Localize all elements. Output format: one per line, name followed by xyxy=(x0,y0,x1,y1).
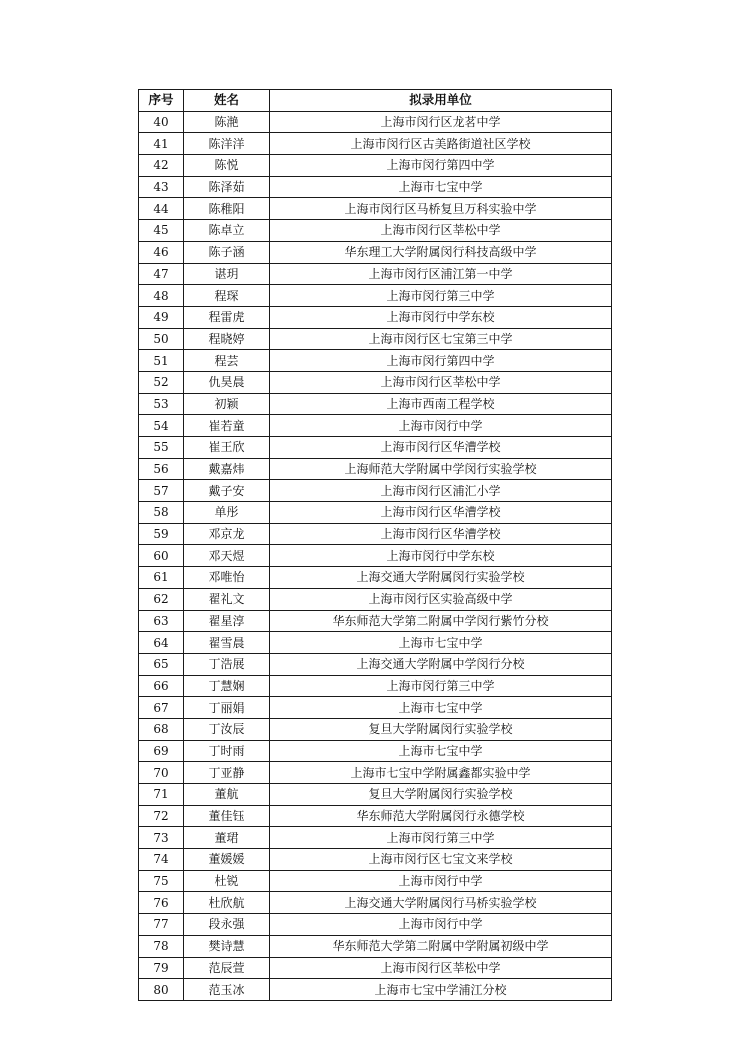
cell-serial-number: 52 xyxy=(139,371,184,393)
cell-employer-unit: 上海市闵行区实验高级中学 xyxy=(270,588,612,610)
cell-serial-number: 56 xyxy=(139,458,184,480)
table-row xyxy=(139,437,612,459)
table-row xyxy=(139,220,612,242)
cell-name: 杜锐 xyxy=(184,870,270,892)
table-row xyxy=(139,675,612,697)
table-row xyxy=(139,784,612,806)
table-row xyxy=(139,393,612,415)
cell-employer-unit: 上海交通大学附属闵行实验学校 xyxy=(270,567,612,589)
table-row xyxy=(139,480,612,502)
cell-name: 戴子安 xyxy=(184,480,270,502)
cell-name: 翟雪晨 xyxy=(184,632,270,654)
cell-name: 翟礼文 xyxy=(184,588,270,610)
cell-employer-unit: 上海交通大学附属中学闵行分校 xyxy=(270,653,612,675)
cell-employer-unit: 上海市七宝中学附属鑫都实验中学 xyxy=(270,762,612,784)
cell-employer-unit: 上海市闵行中学东校 xyxy=(270,545,612,567)
cell-serial-number: 51 xyxy=(139,350,184,372)
cell-employer-unit: 上海市闵行区莘松中学 xyxy=(270,220,612,242)
cell-serial-number: 50 xyxy=(139,328,184,350)
cell-employer-unit: 上海交通大学附属闵行马桥实验学校 xyxy=(270,892,612,914)
cell-serial-number: 42 xyxy=(139,155,184,177)
cell-employer-unit: 华东师范大学附属闵行永德学校 xyxy=(270,805,612,827)
cell-name: 陈泽茹 xyxy=(184,176,270,198)
cell-employer-unit: 上海市闵行区古美路街道社区学校 xyxy=(270,133,612,155)
table-row xyxy=(139,523,612,545)
cell-employer-unit: 上海市闵行区华漕学校 xyxy=(270,437,612,459)
cell-name: 邓天煜 xyxy=(184,545,270,567)
table-row xyxy=(139,241,612,263)
table-row xyxy=(139,827,612,849)
table-row xyxy=(139,133,612,155)
cell-serial-number: 49 xyxy=(139,306,184,328)
cell-name: 丁亚静 xyxy=(184,762,270,784)
cell-serial-number: 54 xyxy=(139,415,184,437)
cell-employer-unit: 华东理工大学附属闵行科技高级中学 xyxy=(270,241,612,263)
table-row xyxy=(139,718,612,740)
cell-name: 谌玥 xyxy=(184,263,270,285)
cell-employer-unit: 复旦大学附属闵行实验学校 xyxy=(270,718,612,740)
table-row xyxy=(139,653,612,675)
cell-employer-unit: 上海市七宝中学 xyxy=(270,740,612,762)
table-row xyxy=(139,588,612,610)
cell-employer-unit: 上海市闵行区莘松中学 xyxy=(270,371,612,393)
table-row xyxy=(139,870,612,892)
cell-name: 董航 xyxy=(184,784,270,806)
cell-employer-unit: 上海市闵行区七宝第三中学 xyxy=(270,328,612,350)
cell-serial-number: 45 xyxy=(139,220,184,242)
cell-employer-unit: 华东师范大学第二附属中学闵行紫竹分校 xyxy=(270,610,612,632)
cell-serial-number: 57 xyxy=(139,480,184,502)
table-row xyxy=(139,198,612,220)
table-row xyxy=(139,805,612,827)
cell-serial-number: 44 xyxy=(139,198,184,220)
table-row xyxy=(139,306,612,328)
cell-employer-unit: 上海市闵行第四中学 xyxy=(270,155,612,177)
roster-sheet xyxy=(138,89,611,1001)
table-row xyxy=(139,892,612,914)
cell-employer-unit: 上海市闵行第三中学 xyxy=(270,285,612,307)
cell-name: 丁慧娴 xyxy=(184,675,270,697)
cell-employer-unit: 上海市闵行区浦江第一中学 xyxy=(270,263,612,285)
cell-name: 程雷虎 xyxy=(184,306,270,328)
cell-serial-number: 73 xyxy=(139,827,184,849)
table-row xyxy=(139,350,612,372)
cell-name: 范玉冰 xyxy=(184,979,270,1001)
table-row xyxy=(139,567,612,589)
cell-serial-number: 80 xyxy=(139,979,184,1001)
cell-employer-unit: 上海市闵行区龙茗中学 xyxy=(270,111,612,133)
cell-serial-number: 79 xyxy=(139,957,184,979)
table-header xyxy=(139,90,612,112)
cell-name: 董珺 xyxy=(184,827,270,849)
cell-employer-unit: 上海市闵行区莘松中学 xyxy=(270,957,612,979)
cell-employer-unit: 华东师范大学第二附属中学附属初级中学 xyxy=(270,935,612,957)
table-row xyxy=(139,502,612,524)
cell-serial-number: 70 xyxy=(139,762,184,784)
table-row xyxy=(139,176,612,198)
cell-employer-unit: 上海市闵行区七宝文来学校 xyxy=(270,849,612,871)
cell-serial-number: 53 xyxy=(139,393,184,415)
cell-serial-number: 69 xyxy=(139,740,184,762)
table-row xyxy=(139,545,612,567)
cell-name: 董佳钰 xyxy=(184,805,270,827)
cell-name: 翟星淳 xyxy=(184,610,270,632)
hiring-roster-table xyxy=(138,89,612,1001)
cell-serial-number: 64 xyxy=(139,632,184,654)
cell-name: 初颖 xyxy=(184,393,270,415)
header-name: 姓名 xyxy=(184,90,270,112)
cell-employer-unit: 上海市闵行第四中学 xyxy=(270,350,612,372)
table-row xyxy=(139,849,612,871)
cell-employer-unit: 上海市闵行中学 xyxy=(270,914,612,936)
cell-name: 崔王欣 xyxy=(184,437,270,459)
table-row xyxy=(139,762,612,784)
cell-name: 陈卓立 xyxy=(184,220,270,242)
cell-serial-number: 43 xyxy=(139,176,184,198)
cell-name: 陈滟 xyxy=(184,111,270,133)
cell-name: 杜欣航 xyxy=(184,892,270,914)
cell-name: 崔若童 xyxy=(184,415,270,437)
cell-serial-number: 41 xyxy=(139,133,184,155)
cell-employer-unit: 上海市西南工程学校 xyxy=(270,393,612,415)
cell-serial-number: 47 xyxy=(139,263,184,285)
table-row xyxy=(139,263,612,285)
cell-employer-unit: 上海市七宝中学 xyxy=(270,632,612,654)
cell-employer-unit: 上海市闵行区华漕学校 xyxy=(270,502,612,524)
cell-employer-unit: 复旦大学附属闵行实验学校 xyxy=(270,784,612,806)
cell-employer-unit: 上海市闵行中学东校 xyxy=(270,306,612,328)
cell-name: 单彤 xyxy=(184,502,270,524)
header-employer-unit: 拟录用单位 xyxy=(270,90,612,112)
cell-serial-number: 71 xyxy=(139,784,184,806)
cell-serial-number: 66 xyxy=(139,675,184,697)
cell-serial-number: 76 xyxy=(139,892,184,914)
cell-name: 丁时雨 xyxy=(184,740,270,762)
cell-name: 程芸 xyxy=(184,350,270,372)
cell-serial-number: 68 xyxy=(139,718,184,740)
table-row xyxy=(139,155,612,177)
cell-name: 程晓婷 xyxy=(184,328,270,350)
cell-serial-number: 62 xyxy=(139,588,184,610)
cell-serial-number: 72 xyxy=(139,805,184,827)
table-row xyxy=(139,610,612,632)
cell-employer-unit: 上海市闵行中学 xyxy=(270,415,612,437)
cell-employer-unit: 上海师范大学附属中学闵行实验学校 xyxy=(270,458,612,480)
table-row xyxy=(139,458,612,480)
cell-name: 程琛 xyxy=(184,285,270,307)
cell-name: 仇昊晨 xyxy=(184,371,270,393)
cell-serial-number: 46 xyxy=(139,241,184,263)
cell-name: 陈稚阳 xyxy=(184,198,270,220)
cell-name: 丁浩展 xyxy=(184,653,270,675)
cell-employer-unit: 上海市七宝中学 xyxy=(270,176,612,198)
table-row xyxy=(139,935,612,957)
table-row xyxy=(139,979,612,1001)
table-row xyxy=(139,740,612,762)
table-row xyxy=(139,415,612,437)
cell-serial-number: 40 xyxy=(139,111,184,133)
cell-name: 段永强 xyxy=(184,914,270,936)
cell-name: 陈洋洋 xyxy=(184,133,270,155)
cell-name: 丁汝辰 xyxy=(184,718,270,740)
cell-serial-number: 48 xyxy=(139,285,184,307)
cell-employer-unit: 上海市闵行第三中学 xyxy=(270,675,612,697)
table-row xyxy=(139,111,612,133)
cell-name: 丁丽娟 xyxy=(184,697,270,719)
cell-name: 邓唯怡 xyxy=(184,567,270,589)
cell-employer-unit: 上海市闵行区华漕学校 xyxy=(270,523,612,545)
cell-name: 陈子涵 xyxy=(184,241,270,263)
cell-name: 戴嘉炜 xyxy=(184,458,270,480)
cell-serial-number: 55 xyxy=(139,437,184,459)
table-row xyxy=(139,914,612,936)
cell-employer-unit: 上海市闵行区浦汇小学 xyxy=(270,480,612,502)
cell-serial-number: 60 xyxy=(139,545,184,567)
cell-name: 陈悦 xyxy=(184,155,270,177)
table-row xyxy=(139,957,612,979)
header-serial-number: 序号 xyxy=(139,90,184,112)
cell-employer-unit: 上海市七宝中学浦江分校 xyxy=(270,979,612,1001)
table-row xyxy=(139,285,612,307)
cell-name: 范辰萱 xyxy=(184,957,270,979)
cell-serial-number: 59 xyxy=(139,523,184,545)
cell-serial-number: 58 xyxy=(139,502,184,524)
header-row xyxy=(139,90,612,112)
table-row xyxy=(139,632,612,654)
cell-serial-number: 63 xyxy=(139,610,184,632)
table-row xyxy=(139,328,612,350)
cell-employer-unit: 上海市闵行中学 xyxy=(270,870,612,892)
cell-serial-number: 67 xyxy=(139,697,184,719)
cell-serial-number: 61 xyxy=(139,567,184,589)
table-body xyxy=(139,111,612,1000)
table-row xyxy=(139,697,612,719)
cell-name: 董媛媛 xyxy=(184,849,270,871)
cell-employer-unit: 上海市闵行第三中学 xyxy=(270,827,612,849)
cell-employer-unit: 上海市七宝中学 xyxy=(270,697,612,719)
cell-serial-number: 75 xyxy=(139,870,184,892)
cell-serial-number: 65 xyxy=(139,653,184,675)
cell-serial-number: 77 xyxy=(139,914,184,936)
table-row xyxy=(139,371,612,393)
cell-name: 邓京龙 xyxy=(184,523,270,545)
cell-name: 樊诗慧 xyxy=(184,935,270,957)
cell-employer-unit: 上海市闵行区马桥复旦万科实验中学 xyxy=(270,198,612,220)
cell-serial-number: 78 xyxy=(139,935,184,957)
cell-serial-number: 74 xyxy=(139,849,184,871)
